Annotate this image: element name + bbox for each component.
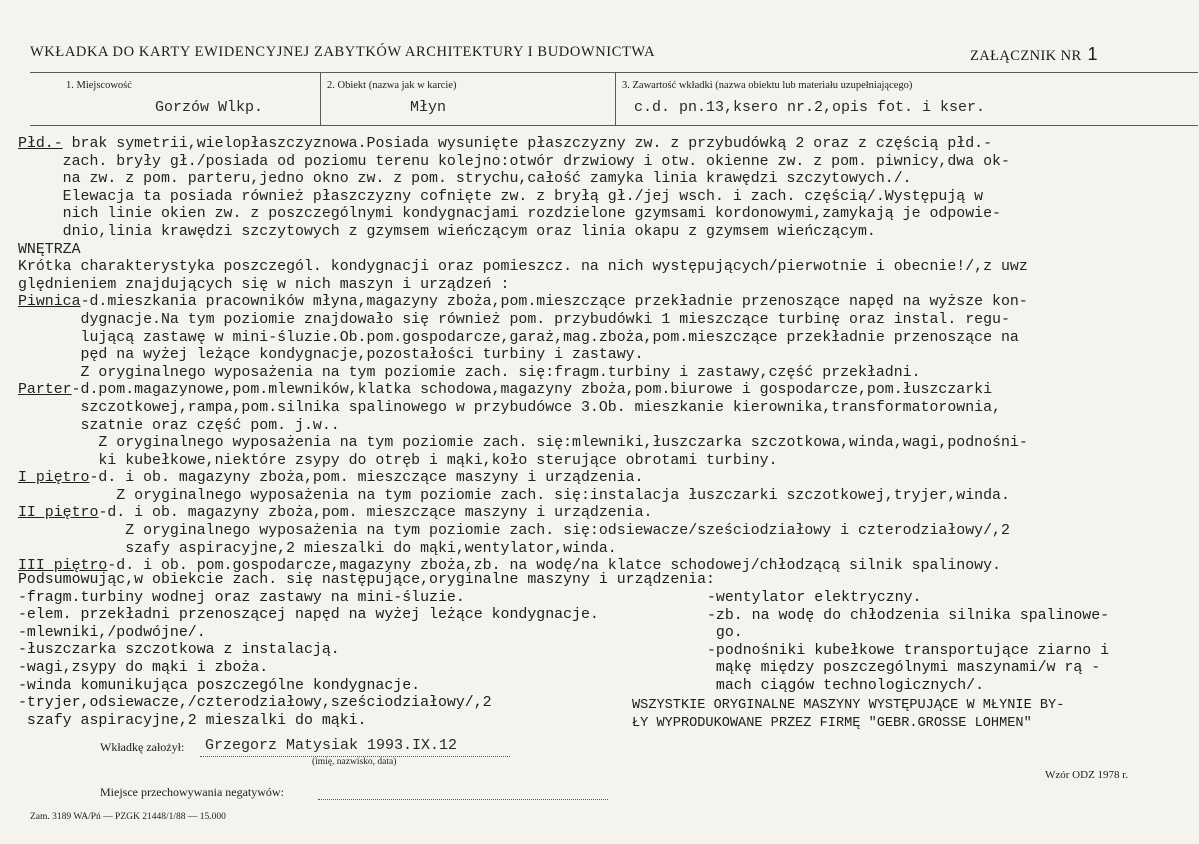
summary-item: -tryjer,odsiewacze,/czterodziałowy,sześciodziałowy/,2 [18, 695, 492, 712]
form-version: Wzór ODZ 1978 r. [1045, 769, 1129, 781]
summary-left-column [18, 572, 715, 730]
body-line-08: Krótka charakterystyka poszczegól. kondygnacji oraz pomieszcz. na nich występujących/pierwotnie i obecnie!/,z uwz [18, 259, 1028, 276]
summary-item: -wagi,zsypy do mąki i zboża. [18, 659, 269, 676]
body-line-05: nich linie okien zw. z poszczególnymi kondygnacjami rozdzielone gzymsami kordonowymi,zamykają je odpowie- [18, 206, 1001, 223]
summary-item: -mlewniki,/podwójne/. [18, 624, 206, 641]
summary-item: -wentylator elektryczny. [707, 590, 922, 606]
locality-value: Gorzów Wlkp. [155, 99, 264, 116]
section-south-elevation-heading: Płd.- [18, 136, 63, 152]
summary-item: szafy aspiracyjne,2 mieszalki do mąki. [18, 712, 367, 729]
body-line-16: szczotkowej,rampa,pom.silnika spalinowego w przybudówce 3.Ob. mieszkanie kierownika,transformatorownia, [18, 399, 1001, 416]
field-divider-2 [615, 72, 616, 126]
print-code: Zam. 3189 WA/Pń — PZGK 21448/1/88 — 15.000 [30, 812, 226, 822]
manufacturer-note-line: WSZYSTKIE ORYGINALNE MASZYNY WYSTĘPUJĄCE W MŁYNIE BY- [632, 698, 1065, 713]
section-second-floor-heading: II piętro [18, 505, 99, 522]
summary-item: -fragm.turbiny wodnej oraz zastawy na mini-śluzie. [18, 589, 465, 606]
summary-item: -winda komunikująca poszczególne kondygnacje. [18, 677, 421, 694]
body-line-14: Z oryginalnego wyposażenia na tym poziomie zach. się:fragm.turbiny i zastawy,część przekładni. [18, 364, 921, 381]
body-line-21: Z oryginalnego wyposażenia na tym poziomie zach. się:instalacja łuszczarki szczotkowej,tryjer,winda. [18, 487, 1010, 504]
object-value: Młyn [410, 99, 447, 116]
annex-number: 1 [1087, 44, 1098, 64]
summary-item: -podnośniki kubełkowe transportujące ziarno i [707, 642, 1110, 659]
body-line-24: szafy aspiracyjne,2 mieszalki do mąki,wentylator,winda. [18, 540, 617, 557]
body-line-18: Z oryginalnego wyposażenia na tym poziomie zach. się:mlewniki,łuszczarka szczotkowa,winda,wagi,podnośni- [18, 435, 1028, 452]
negatives-label: Miejsce przechowywania negatywów: [100, 785, 284, 799]
summary-item: -zb. na wodę do chłodzenia silnika spalinowe- [707, 607, 1110, 624]
author-label: Wkładkę założył: [100, 740, 185, 754]
body-line-17: szatnie oraz część pom. j.w.. [18, 417, 340, 434]
contents-value: c.d. pn.13,ksero nr.2,opis fot. i kser. [634, 99, 986, 116]
body-line-12: lującą zastawę w mini-śluzie.Ob.pom.gospodarcze,garaż,mag.zboża,pom.mieszczące przekładnie przenoszące na [18, 329, 1019, 346]
section-third-floor-heading: III piętro [18, 558, 108, 575]
header-bottom-rule [30, 125, 1198, 126]
header-top-rule [30, 72, 1198, 73]
summary-item: mach ciągów technologicznych/. [707, 677, 985, 694]
section-interiors-heading: WNĘTRZA [18, 241, 81, 258]
body-line-15: -d.pom.magazynowe,pom.mlewników,klatka schodowa,magazyny zboża,pom.biurowe i gospodarcze,pom.łuszczarki [71, 382, 993, 399]
manufacturer-note-line: ŁY WYPRODUKOWANE PRZEZ FIRMĘ "GEBR.GROSSE LOHMEN" [632, 715, 1032, 731]
annex-label-text: ZAŁĄCZNIK NR [970, 48, 1082, 64]
author-value: Grzegorz Matysiak 1993.IX.12 [205, 737, 458, 754]
section-first-floor-heading: I piętro [18, 470, 90, 487]
body-line-11: dygnacje.Na tym poziomie znajdowało się również pom. przybudówki 1 mieszczące turbinę oraz instal. regu- [18, 311, 1010, 328]
typed-description [18, 136, 1028, 576]
body-line-04: Elewacja ta posiada również płaszczyzny cofnięte zw. z bryłą gł./jej wsch. i zach. częścią/.Występują w [18, 188, 984, 205]
form-title: WKŁADKA DO KARTY EWIDENCYJNEJ ZABYTKÓW ARCHITEKTURY I BUDOWNICTWA [30, 44, 656, 60]
contents-label: 3. Zawartość wkładki (nazwa obiektu lub materiału uzupełniającego) [622, 80, 913, 91]
summary-item: mąkę między poszczególnymi maszynami/w rą - [707, 660, 1101, 677]
summary-item: -łuszczarka szczotkowa z instalacją. [18, 642, 340, 659]
section-basement-heading: Piwnica [18, 294, 81, 311]
body-line-22: -d. i ob. magazyny zboża,pom. mieszczące maszyny i urządzenia. [98, 505, 653, 522]
body-line-23: Z oryginalnego wyposażenia na tym poziomie zach. się:odsiewacze/sześciodziałowy i czterodziałowy/,2 [18, 523, 1010, 540]
summary-item: -elem. przekładni przenoszącej napęd na wyżej leżące kondygnacje. [18, 607, 599, 624]
body-line-01: brak symetrii,wielopłaszczyznowa.Posiada wysunięte płaszczyzny zw. z przybudówką 2 oraz z częścią płd.- [62, 136, 993, 152]
summary-right-column [707, 590, 1109, 696]
section-ground-floor-heading: Parter [18, 382, 72, 399]
annex-label [970, 44, 1098, 65]
body-line-13: pęd na wyżej leżące kondygnacje,pozostałości turbiny i zastawy. [18, 347, 644, 364]
object-label: 2. Obiekt (nazwa jak w karcie) [327, 80, 457, 91]
manufacturer-note [632, 697, 1064, 732]
body-line-09: ględnieniem znajdujących się w nich maszyn i urządzeń : [18, 276, 510, 293]
body-line-02: zach. bryły gł./posiada od poziomu terenu kolejno:otwór drzwiowy i otw. okienne zw. z pom. piwnicy,dwa ok- [18, 153, 1010, 170]
locality-label: 1. Miejscowość [66, 80, 132, 91]
body-line-25: -d. i ob. pom.gospodarcze,magazyny zboża,zb. na wodę/na klatce schodowej/chłodzącą silnik spalinowy. [107, 558, 1001, 575]
negatives-dotted-line [318, 799, 608, 800]
field-divider-1 [320, 72, 321, 126]
summary-intro: Podsumowując,w obiekcie zach. się następujące,oryginalne maszyny i urządzenia: [18, 572, 715, 588]
author-caption: (imię, nazwisko, data) [312, 757, 397, 767]
body-line-19: ki kubełkowe,niektóre zsypy do otręb i mąki,koło sterujące obrotami turbiny. [18, 452, 778, 469]
summary-item: go. [707, 625, 743, 642]
body-line-20: -d. i ob. magazyny zboża,pom. mieszczące maszyny i urządzenia. [89, 470, 644, 487]
body-line-03: na zw. z pom. parteru,jedno okno zw. z pom. strychu,całość zamyka linia krawędzi szczytowych./. [18, 171, 912, 188]
body-line-06: dnio,linia krawędzi szczytowych z gzymsem wieńczącym oraz linia okapu z gzymsem wieńczącym. [18, 223, 876, 240]
body-line-10: -d.mieszkania pracowników młyna,magazyny zboża,pom.mieszczące przekładnie przenoszące napęd na wyższe kon- [80, 294, 1028, 311]
